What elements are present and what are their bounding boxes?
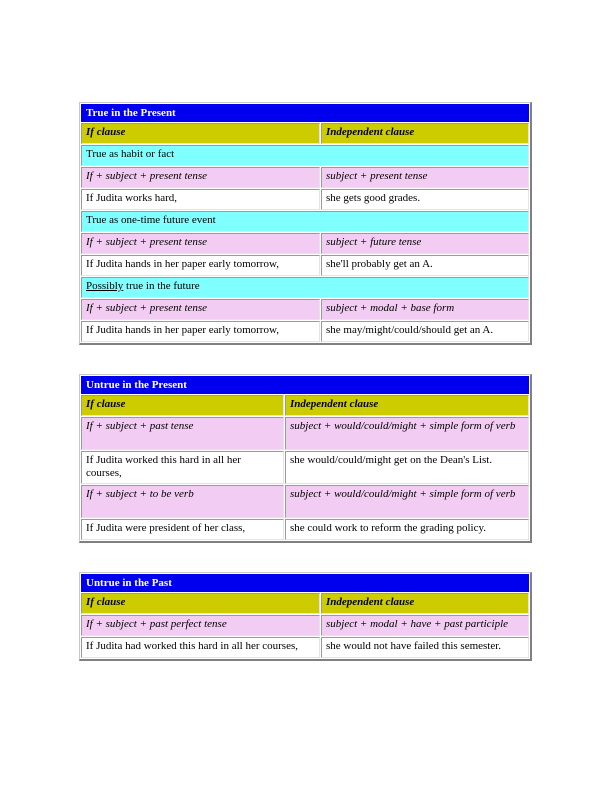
table-untrue-in-the-past bbox=[79, 572, 532, 661]
example-independent-clause: she gets good grades. bbox=[321, 189, 529, 210]
group-label bbox=[81, 145, 529, 166]
pattern-if-clause: If + subject + to be verb bbox=[81, 485, 284, 518]
pattern-independent-clause: subject + would/could/might + simple form of verb bbox=[285, 417, 529, 450]
example-independent-clause: she would not have failed this semester. bbox=[321, 637, 529, 658]
pattern-independent-clause: subject + modal + base form bbox=[321, 299, 529, 320]
pattern-if-clause: If + subject + past perfect tense bbox=[81, 615, 320, 636]
header-independent-clause: Independent clause bbox=[285, 395, 529, 416]
example-independent-clause: she'll probably get an A. bbox=[321, 255, 529, 276]
pattern-if-clause: If + subject + present tense bbox=[81, 299, 320, 320]
example-independent-clause: she may/might/could/should get an A. bbox=[321, 321, 529, 342]
table-title: Untrue in the Past bbox=[81, 574, 529, 592]
table-title: True in the Present bbox=[81, 104, 529, 122]
header-if-clause: If clause bbox=[81, 123, 320, 144]
group-label-emphasis: Possibly bbox=[86, 280, 124, 292]
example-if-clause: If Judita worked this hard in all her courses, bbox=[81, 451, 284, 484]
group-label-text: true in the future bbox=[123, 280, 200, 292]
pattern-if-clause: If + subject + present tense bbox=[81, 233, 320, 254]
group-label bbox=[81, 211, 529, 232]
example-if-clause: If Judita hands in her paper early tomorrow, bbox=[81, 255, 320, 276]
header-if-clause: If clause bbox=[81, 593, 320, 614]
example-independent-clause: she would/could/might get on the Dean's List. bbox=[285, 451, 529, 484]
header-if-clause: If clause bbox=[81, 395, 284, 416]
pattern-independent-clause: subject + modal + have + past participle bbox=[321, 615, 529, 636]
group-label bbox=[81, 277, 529, 298]
group-label-text: True as habit or fact bbox=[86, 148, 175, 160]
table-untrue-in-the-present bbox=[79, 374, 532, 543]
header-independent-clause: Independent clause bbox=[321, 123, 529, 144]
pattern-if-clause: If + subject + past tense bbox=[81, 417, 284, 450]
example-if-clause: If Judita were president of her class, bbox=[81, 519, 284, 540]
pattern-independent-clause: subject + present tense bbox=[321, 167, 529, 188]
header-independent-clause: Independent clause bbox=[321, 593, 529, 614]
pattern-independent-clause: subject + would/could/might + simple form of verb bbox=[285, 485, 529, 518]
example-if-clause: If Judita works hard, bbox=[81, 189, 320, 210]
example-if-clause: If Judita hands in her paper early tomorrow, bbox=[81, 321, 320, 342]
table-title: Untrue in the Present bbox=[81, 376, 529, 394]
table-true-in-the-present bbox=[79, 102, 532, 345]
pattern-independent-clause: subject + future tense bbox=[321, 233, 529, 254]
pattern-if-clause: If + subject + present tense bbox=[81, 167, 320, 188]
example-if-clause: If Judita had worked this hard in all her courses, bbox=[81, 637, 320, 658]
group-label-text: True as one-time future event bbox=[86, 214, 216, 226]
example-independent-clause: she could work to reform the grading policy. bbox=[285, 519, 529, 540]
